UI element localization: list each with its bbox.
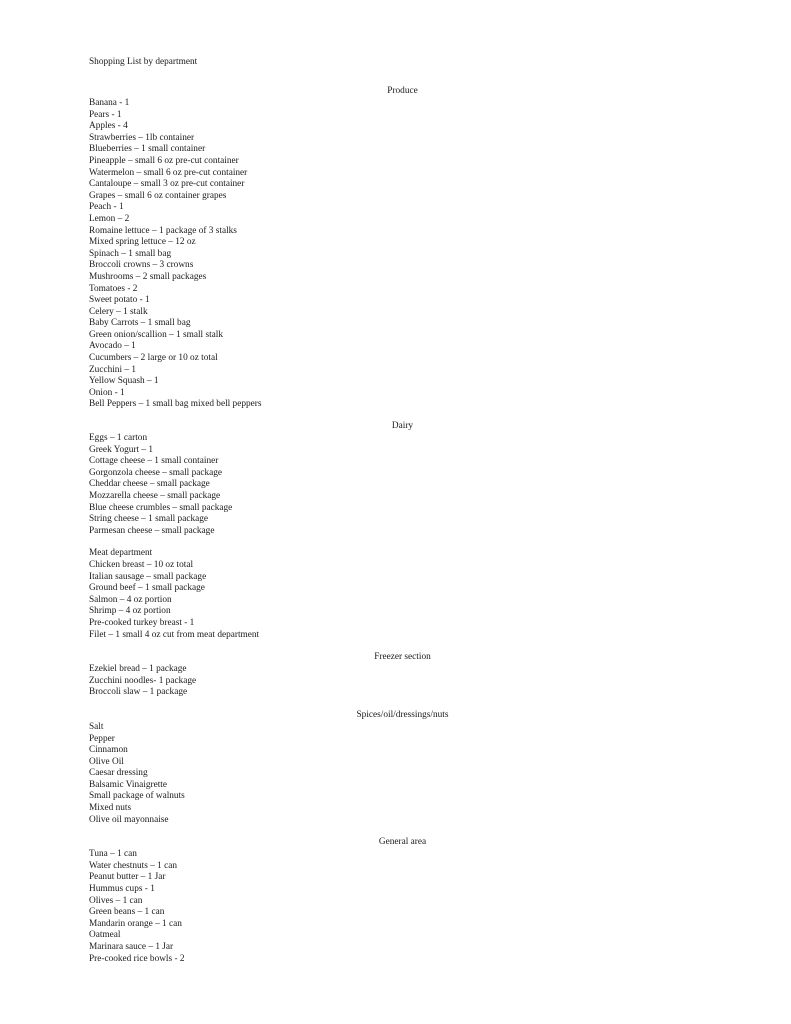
list-item: Onion - 1 — [89, 387, 125, 398]
freezer-list — [89, 664, 704, 699]
spices-list — [89, 722, 704, 826]
list-item: Oatmeal — [89, 930, 121, 941]
section-heading-spices: Spices/oil/dressings/nuts — [356, 709, 449, 720]
list-item: Blueberries – 1 small container — [89, 144, 206, 155]
list-item: Bell Peppers – 1 small bag mixed bell peppers — [89, 399, 262, 410]
list-item: Zucchini – 1 — [89, 364, 136, 375]
list-item: Shrimp – 4 oz portion — [89, 606, 171, 617]
list-item: Gorgonzola cheese – small package — [89, 467, 223, 478]
list-item: Ground beef – 1 small package — [89, 583, 205, 594]
list-item: Pre-cooked rice bowls - 2 — [89, 953, 185, 964]
document-title: Shopping List by department — [89, 57, 198, 67]
list-item: Mandarin orange – 1 can — [89, 918, 182, 929]
list-item: Salt — [89, 721, 104, 732]
list-item: Filet – 1 small 4 oz cut from meat department — [89, 629, 260, 640]
list-item: Greek Yogurt – 1 — [89, 444, 154, 455]
section-heading-produce: Produce — [387, 86, 418, 96]
list-item: Salmon – 4 oz portion — [89, 594, 172, 605]
list-item: Chicken breast – 10 oz total — [89, 559, 194, 570]
list-item: Avocado – 1 — [89, 341, 136, 352]
list-item: Parmesan cheese – small package — [89, 525, 215, 536]
list-item: Tuna – 1 can — [89, 849, 137, 860]
list-item: Mixed nuts — [89, 803, 132, 814]
list-item: Pears - 1 — [89, 109, 122, 120]
list-item: Water chestnuts – 1 can — [89, 860, 178, 871]
list-item: Apples - 4 — [89, 121, 128, 132]
section-heading-dairy: Dairy — [391, 421, 414, 432]
list-item: Watermelon – small 6 oz pre-cut container — [89, 167, 248, 178]
list-item: Italian sausage – small package — [89, 571, 207, 582]
list-item: Cucumbers – 2 large or 10 oz total — [89, 353, 218, 364]
list-item: Broccoli slaw – 1 package — [89, 687, 188, 698]
list-item: String cheese – 1 small package — [89, 514, 209, 525]
general-list — [89, 849, 704, 965]
list-item: Olive Oil — [89, 756, 124, 767]
section-heading-freezer: Freezer section — [374, 652, 431, 663]
list-item: Pepper — [89, 733, 115, 744]
list-item: Pineapple – small 6 oz pre-cut container — [89, 155, 239, 166]
meat-list — [89, 560, 704, 641]
list-item: Peach - 1 — [89, 202, 124, 213]
list-item: Cinnamon — [89, 745, 128, 756]
list-item: Pre-cooked turkey breast - 1 — [89, 617, 195, 628]
list-item: Grapes – small 6 oz container grapes — [89, 190, 227, 201]
list-item: Sweet potato - 1 — [89, 295, 150, 306]
list-item: Lemon – 2 — [89, 213, 130, 224]
list-item: Olives – 1 can — [89, 895, 143, 906]
section-heading-general: General area — [378, 837, 427, 848]
list-item: Spinach – 1 small bag — [89, 248, 172, 259]
list-item: Eggs – 1 carton — [89, 433, 148, 444]
list-item: Strawberries – 1lb container — [89, 132, 195, 143]
list-item: Cantaloupe – small 3 oz pre-cut container — [89, 179, 245, 190]
list-item: Small package of walnuts — [89, 791, 185, 802]
list-item: Zucchini noodles- 1 package — [89, 675, 197, 686]
list-item: Cheddar cheese – small package — [89, 479, 210, 490]
list-item: Green onion/scallion – 1 small stalk — [89, 329, 224, 340]
list-item: Banana - 1 — [89, 98, 130, 108]
dairy-list — [89, 433, 704, 537]
list-item: Mixed spring lettuce – 12 oz — [89, 237, 196, 248]
list-item: Olive oil mayonnaise — [89, 814, 169, 825]
list-item: Balsamic Vinaigrette — [89, 779, 168, 790]
list-item: Ezekiel bread – 1 package — [89, 664, 187, 675]
list-item: Tomatoes - 2 — [89, 283, 138, 294]
list-item: Yellow Squash – 1 — [89, 376, 159, 387]
list-item: Baby Carrots – 1 small bag — [89, 318, 191, 329]
list-item: Peanut butter – 1 Jar — [89, 872, 166, 883]
list-item: Mozzarella cheese – small package — [89, 491, 221, 501]
list-item: Cottage cheese – 1 small container — [89, 456, 219, 467]
list-item: Hummus cups - 1 — [89, 884, 155, 895]
list-item: Marinara sauce – 1 Jar — [89, 942, 174, 952]
list-item: Blue cheese crumbles – small package — [89, 502, 233, 513]
list-item: Celery – 1 stalk — [89, 306, 148, 317]
produce-list — [89, 98, 704, 411]
list-item: Mushrooms – 2 small packages — [89, 271, 207, 282]
section-heading-meat: Meat department — [89, 548, 153, 559]
list-item: Green beans – 1 can — [89, 907, 165, 918]
list-item: Caesar dressing — [89, 768, 148, 779]
list-item: Broccoli crowns – 3 crowns — [89, 260, 194, 271]
list-item: Romaine lettuce – 1 package of 3 stalks — [89, 225, 237, 236]
shopping-list-page — [89, 57, 704, 965]
